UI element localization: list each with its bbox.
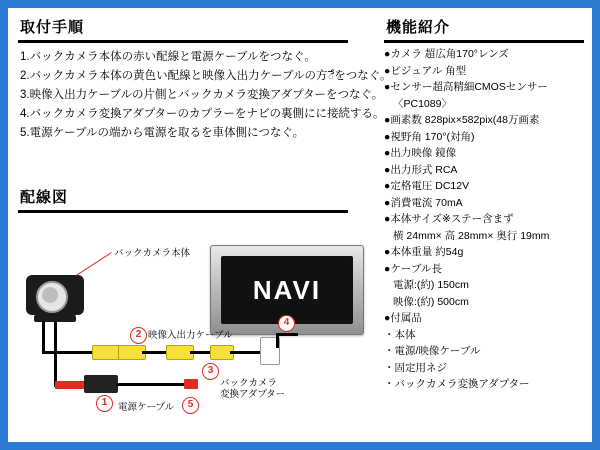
callout-5: 5 — [182, 397, 199, 414]
adapter-label-line1: バックカメラ — [220, 378, 278, 389]
coupler-wire-to-navi — [276, 333, 298, 336]
power-tap-connector — [184, 379, 198, 389]
camera-video-wire-horizontal — [42, 351, 94, 354]
list-item: ●ケーブル長 — [384, 262, 442, 275]
features-title: 機能紹介 — [386, 19, 451, 36]
left-column — [8, 8, 392, 442]
navi-screen — [221, 256, 353, 324]
features-list — [384, 46, 590, 393]
features-heading-block — [384, 16, 584, 43]
camera-lens-inner — [42, 287, 58, 303]
list-item: 〈PC1089〉 — [393, 97, 452, 110]
power-connector-block — [84, 375, 118, 393]
list-item: 1.バックカメラ本体の赤い配線と電源ケーブルをつなぐ。 — [20, 51, 316, 63]
yellow-connector-a — [92, 345, 120, 360]
list-item: ●センサー超高精細CMOSセンサー — [384, 81, 548, 93]
list-item: 電源:(約) 150cm — [393, 279, 469, 291]
list-item: 4.バックカメラ変換アダプターのカプラーをナビの裏側にに接続する。 — [20, 108, 385, 120]
list-item: ●消費電流 70mA — [384, 196, 463, 209]
camera-label-pointer — [76, 252, 112, 276]
callout-2: 2 — [130, 327, 147, 344]
list-item: ●画素数 828pix×582pix(48万画素 — [384, 114, 540, 126]
poster-page — [8, 8, 592, 442]
camera-label: バックカメラ本体 — [114, 248, 191, 259]
list-item: ●カメラ 超広角170°レンズ — [384, 48, 509, 60]
power-cable-label: 電源ケーブル — [118, 402, 175, 413]
list-item: 5.電源ケーブルの端から電源を取るを車体側につなぐ。 — [20, 127, 305, 139]
video-cable-segment-3 — [230, 351, 264, 354]
install-title: 取付手順 — [20, 19, 85, 36]
power-cable-segment — [116, 383, 188, 386]
video-cable-label: 映像入出力ケーブル — [148, 330, 233, 341]
list-item: ・電源/映像ケーブル — [384, 345, 481, 357]
list-item: ●定格電圧 DC12V — [384, 180, 470, 192]
list-item: ●出力形式 RCA — [384, 163, 458, 176]
list-item: ・固定用ネジ — [384, 361, 447, 374]
list-item: 3.映像入出力ケーブルの片側とバックカメラ変換アダプターをつなぐ。 — [20, 89, 384, 101]
camera-video-wire-vertical — [42, 321, 45, 353]
navi-label: NAVI — [252, 274, 322, 305]
camera-power-wire-vertical — [54, 321, 57, 387]
list-item: ●視野角 170°(対角) — [384, 130, 475, 143]
list-item: 2.バックカメラ本体の黄色い配線と映像入出力ケーブルの方ేをつなぐ。 — [20, 70, 392, 82]
install-title-rule — [18, 40, 348, 43]
list-item: ●本体サイズ※ステー含まず — [384, 213, 514, 225]
list-item: ●出力映像 鏡像 — [384, 147, 457, 159]
red-power-wire — [55, 381, 85, 389]
list-item: ●本体重量 約54g — [384, 246, 464, 258]
features-title-rule — [384, 40, 584, 43]
list-item: ・本体 — [384, 328, 416, 341]
callout-1: 1 — [96, 395, 113, 412]
install-heading-block — [18, 16, 348, 43]
callout-3: 3 — [202, 363, 219, 380]
list-item: ●ビジュアル 角型 — [384, 64, 467, 77]
wiring-title: 配線図 — [20, 189, 69, 206]
list-item: ・バックカメラ変換アダプター — [384, 378, 530, 390]
right-column — [376, 8, 592, 442]
list-item: 横 24mm× 高 28mm× 奥行 19mm — [393, 229, 550, 242]
adapter-label-line2: 変換アダプター — [220, 389, 286, 400]
wiring-title-rule — [18, 210, 348, 213]
install-steps-list — [20, 48, 392, 143]
list-item: 映像:(約) 500cm — [393, 295, 469, 308]
wiring-heading-block — [18, 186, 348, 213]
list-item: ●付属品 — [384, 312, 422, 324]
callout-4: 4 — [278, 315, 295, 332]
wiring-diagram — [14, 223, 370, 435]
